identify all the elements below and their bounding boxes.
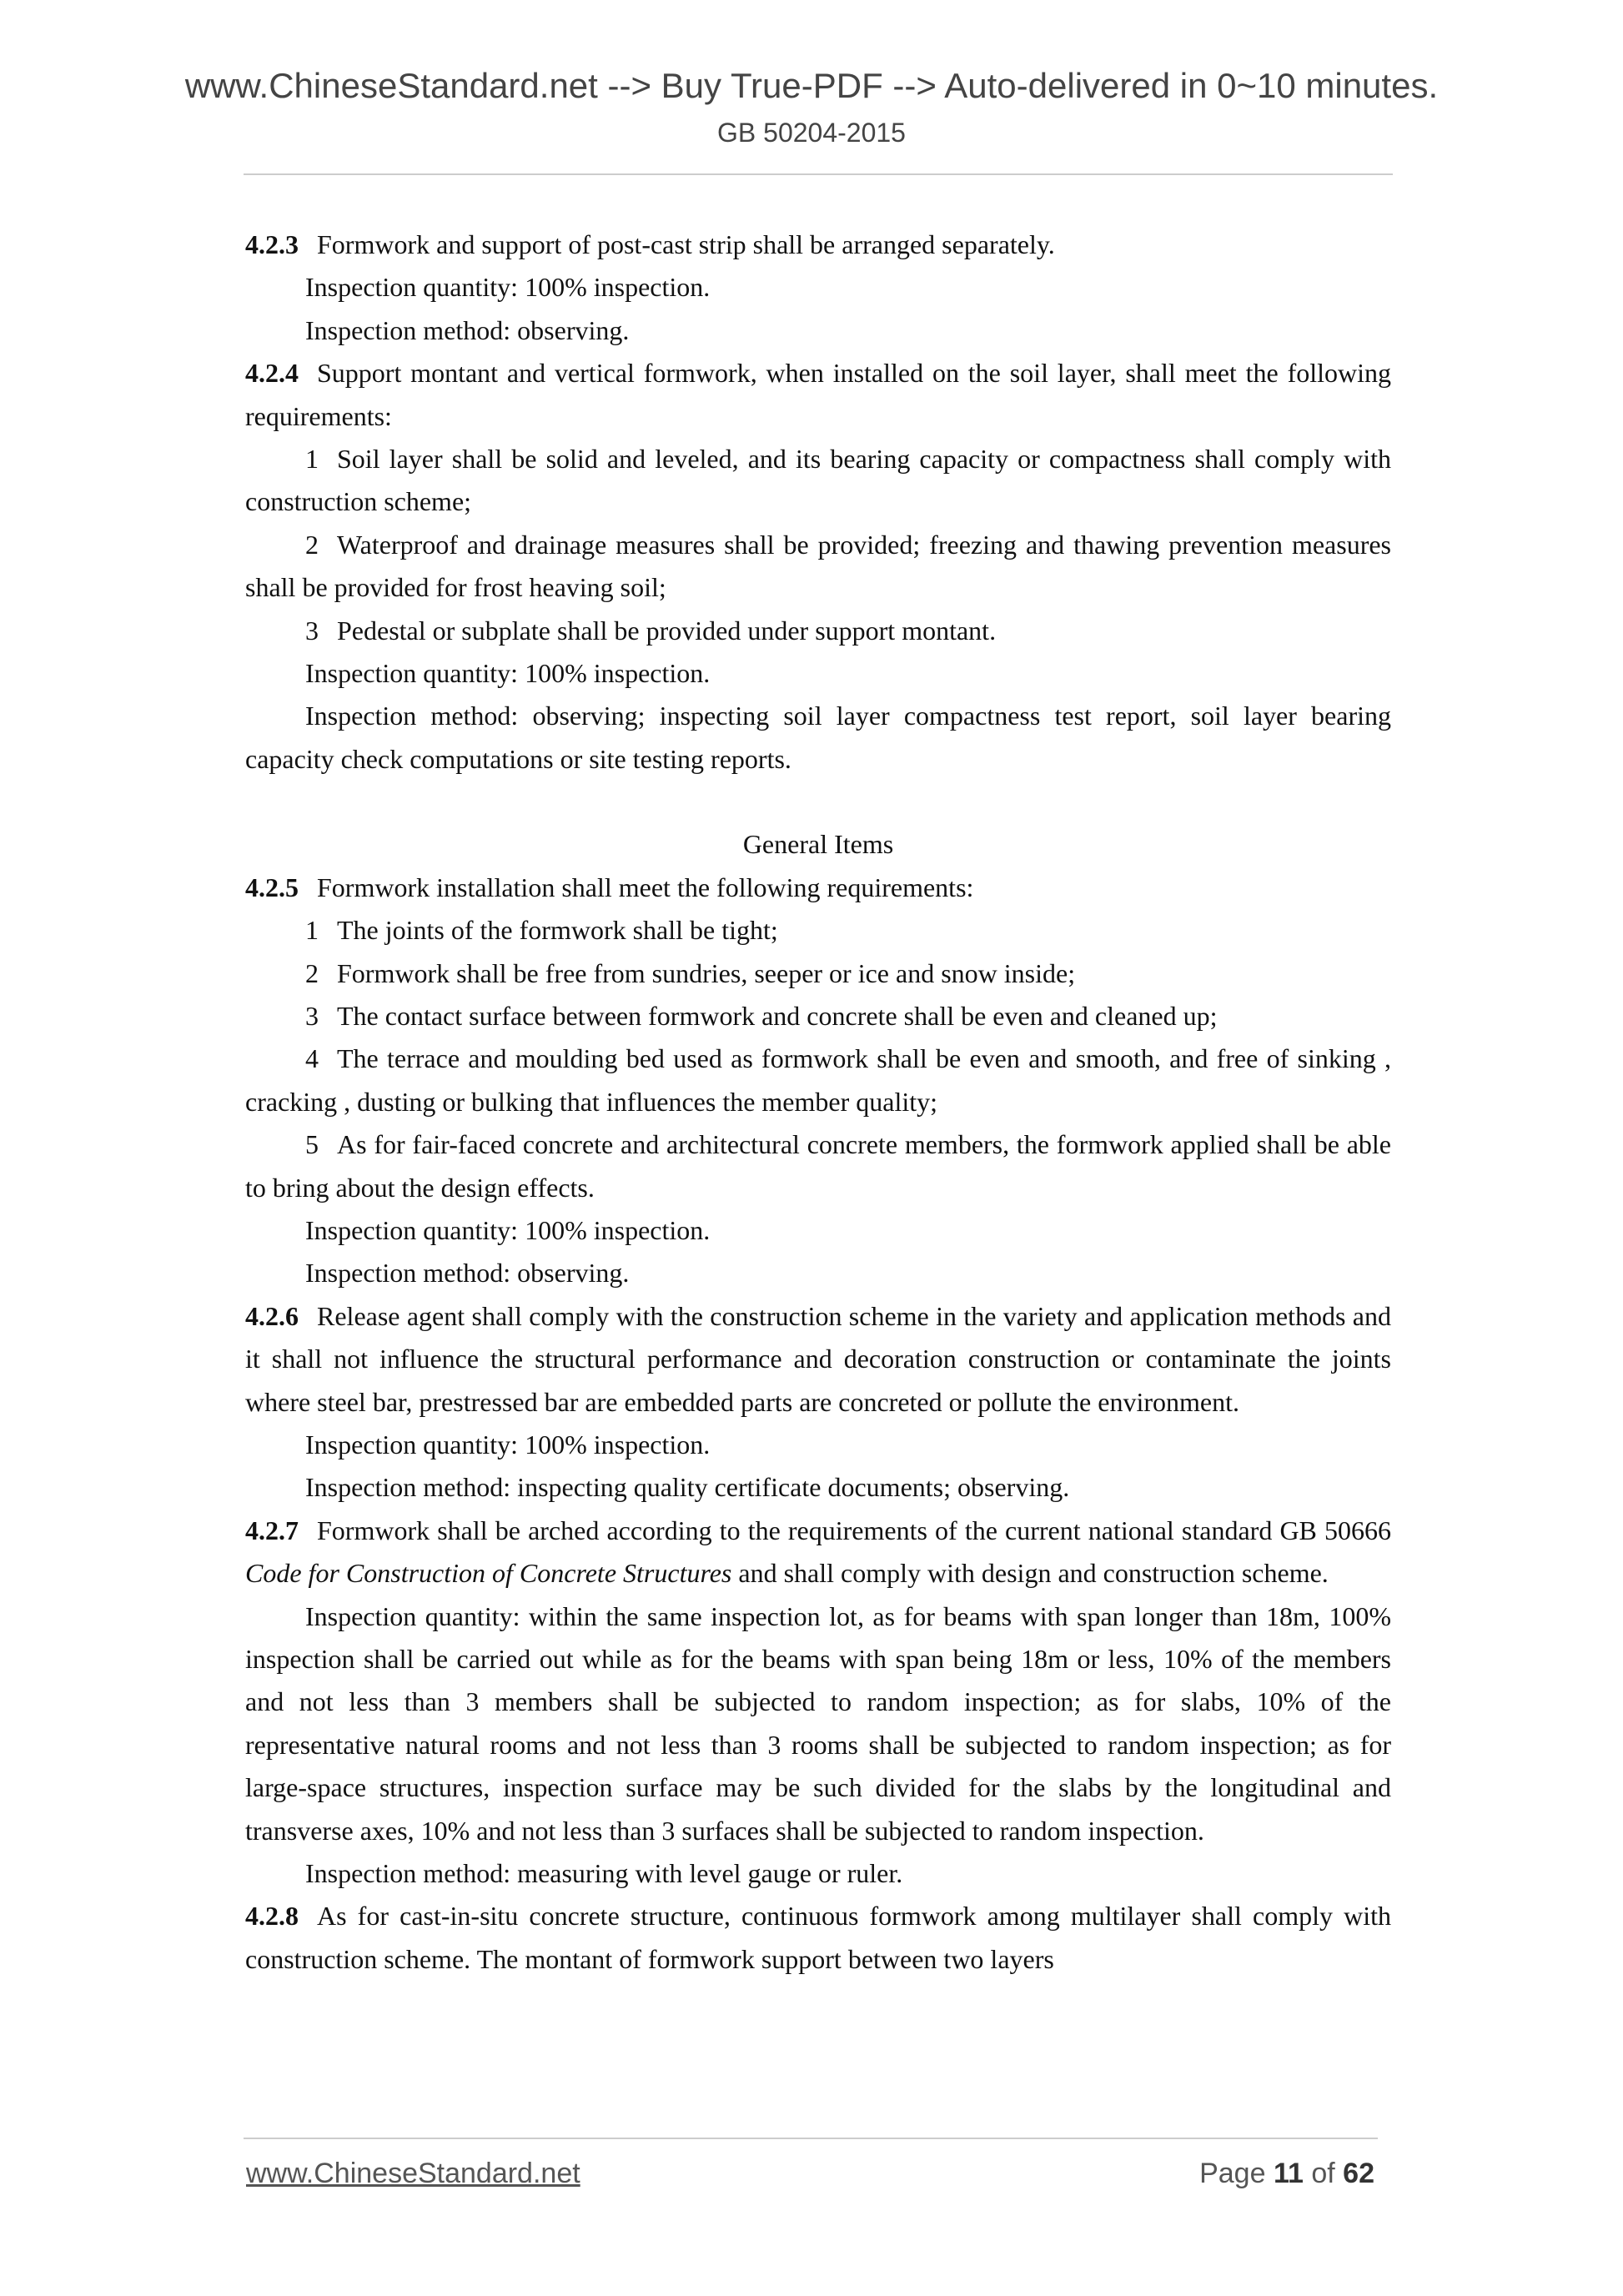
list-item <box>245 1123 1391 1209</box>
page-of: of <box>1311 2158 1335 2189</box>
item-text: Pedestal or subplate shall be provided under support montant. <box>337 615 997 646</box>
clause-4-2-8 <box>245 1895 1391 1981</box>
inspection-method: Inspection method: measuring with level gauge or ruler. <box>305 1858 903 1889</box>
inspection-quantity: Inspection quantity: 100% inspection. <box>305 272 711 303</box>
inspection-quantity: Inspection quantity: 100% inspection. <box>305 1429 711 1459</box>
item-number: 3 <box>305 615 319 646</box>
header-divider <box>244 173 1393 175</box>
list-item <box>245 438 1391 524</box>
clause-text: Formwork installation shall meet the following requirements: <box>317 872 974 902</box>
item-text: The contact surface between formwork and concrete shall be even and cleaned up; <box>337 1000 1218 1031</box>
list-item <box>245 995 1391 1037</box>
item-number: 1 <box>305 915 319 946</box>
section-heading: General Items <box>742 829 894 860</box>
page-word: Page <box>1199 2158 1266 2189</box>
inspection-method: Inspection method: observing. <box>305 1258 630 1289</box>
list-item <box>245 524 1391 610</box>
item-text: The terrace and moulding bed used as formwork shall be even and smooth, and free of sinking , cracking , dusting or bulking that influences the member quality; <box>245 1043 1391 1117</box>
clause-4-2-7 <box>245 1510 1391 1595</box>
clause-number: 4.2.3 <box>245 229 299 259</box>
clause-4-2-3 <box>245 224 1391 266</box>
inspection-quantity: Inspection quantity: 100% inspection. <box>305 1214 711 1245</box>
clause-text: As for cast-in-situ concrete structure, continuous formwork among multilayer shall comply with construction scheme. The montant of formwork support between two layers <box>245 1901 1391 1974</box>
item-number: 3 <box>305 1000 319 1031</box>
page-current: 11 <box>1273 2158 1304 2189</box>
clause-4-2-6 <box>245 1295 1391 1424</box>
inspection-method: Inspection method: observing; inspecting soil layer compactness test report, soil layer bearing capacity check computations or site testing reports. <box>245 701 1391 774</box>
clause-number: 4.2.6 <box>245 1300 299 1331</box>
clause-number: 4.2.4 <box>245 358 299 389</box>
footer-site-link[interactable]: www.ChineseStandard.net <box>246 2158 580 2189</box>
inspection-method: Inspection method: inspecting quality certificate documents; observing. <box>305 1472 1070 1503</box>
header-banner[interactable]: www.ChineseStandard.net --> Buy True-PDF --> Auto-delivered in 0~10 minutes. <box>184 66 1439 105</box>
item-text: Formwork shall be free from sundries, seeper or ice and snow inside; <box>337 957 1076 988</box>
item-number: 4 <box>305 1043 319 1074</box>
item-number: 1 <box>305 444 319 475</box>
list-item <box>245 952 1391 995</box>
item-text: As for fair-faced concrete and architectural concrete members, the formwork applied shall be able to bring about the design effects. <box>245 1129 1391 1203</box>
standard-code: GB 50204-2015 <box>717 118 906 148</box>
list-item <box>245 1037 1391 1123</box>
clause-text: Formwork and support of post-cast strip shall be arranged separately. <box>317 229 1055 259</box>
clause-text: and shall comply with design and construction scheme. <box>738 1558 1329 1589</box>
clause-4-2-4 <box>245 352 1391 438</box>
item-number: 5 <box>305 1129 319 1160</box>
list-item <box>245 909 1391 952</box>
document-body <box>245 224 1391 1981</box>
page-total: 62 <box>1343 2158 1374 2189</box>
page-number <box>1199 2158 1374 2190</box>
clause-number: 4.2.8 <box>245 1901 299 1932</box>
inspection-quantity: Inspection quantity: 100% inspection. <box>305 658 711 689</box>
inspection-quantity: Inspection quantity: within the same inspection lot, as for beams with span longer than 18m, 100% inspection shall be carried out while as for the beams with span being 18m or less, 10% of the members and not less than 3 members shall be subjected to random inspection; as for slabs, 10% of the representative natural rooms and not less than 3 rooms shall be subjected to random inspection; as for large-space structures, inspection surface may be such divided for the slabs by the longitudinal and transverse axes, 10% and not less than 3 surfaces shall be subjected to random inspection. <box>245 1600 1391 1846</box>
item-text: The joints of the formwork shall be tight; <box>337 915 778 946</box>
clause-number: 4.2.5 <box>245 872 299 902</box>
footer-divider <box>244 2138 1378 2139</box>
item-number: 2 <box>305 529 319 560</box>
clause-number: 4.2.7 <box>245 1515 299 1545</box>
clause-text: Release agent shall comply with the construction scheme in the variety and application methods and it shall not influence the structural performance and decoration construction or contaminate the joints where steel bar, prestressed bar are embedded parts are concreted or pollute the environment. <box>245 1300 1391 1417</box>
clause-text: Formwork shall be arched according to the requirements of the current national standard GB 50666 <box>317 1515 1391 1545</box>
list-item <box>245 610 1391 652</box>
cited-standard-title: Code for Construction of Concrete Structures <box>245 1558 732 1589</box>
inspection-method: Inspection method: observing. <box>305 314 630 345</box>
clause-4-2-5 <box>245 867 1391 909</box>
item-text: Soil layer shall be solid and leveled, and its bearing capacity or compactness shall comply with construction scheme; <box>245 444 1391 517</box>
clause-text: Support montant and vertical formwork, when installed on the soil layer, shall meet the following requirements: <box>245 358 1391 431</box>
item-number: 2 <box>305 957 319 988</box>
item-text: Waterproof and drainage measures shall be provided; freezing and thawing prevention measures shall be provided for frost heaving soil; <box>245 529 1391 603</box>
